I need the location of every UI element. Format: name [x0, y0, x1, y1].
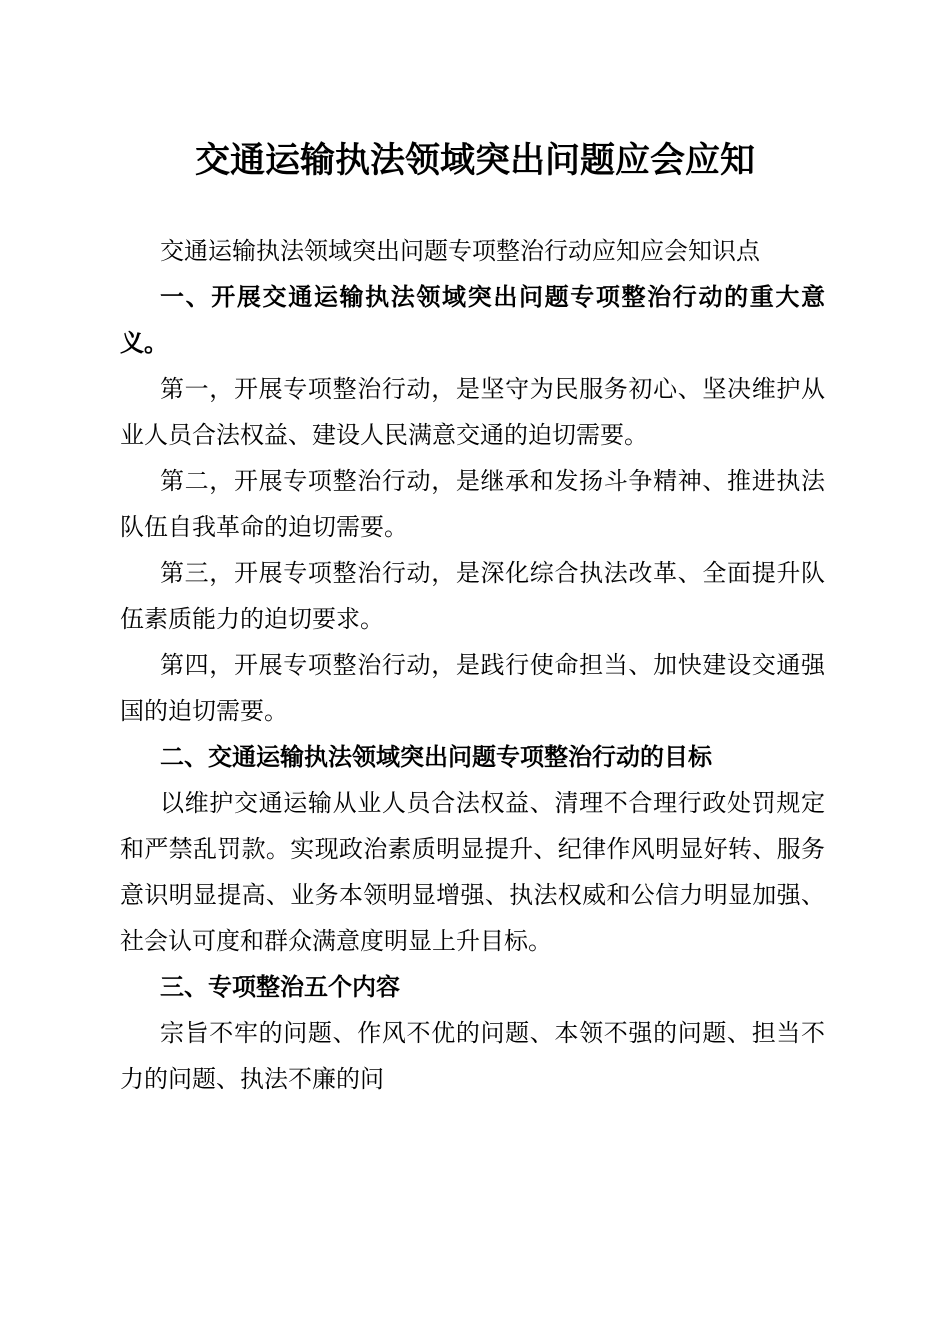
- body-paragraph: 第三，开展专项整治行动，是深化综合执法改革、全面提升队伍素质能力的迫切要求。: [120, 559, 825, 633]
- body-paragraph: 以维护交通运输从业人员合法权益、清理不合理行政处罚规定和严禁乱罚款。实现政治素质明显提升、纪律作风明显好转、服务意识明显提高、业务本领明显增强、执法权威和公信力明显加强、社会认可度和群众满意度明显上升目标。: [120, 789, 825, 955]
- section-heading-1: 一、开展交通运输执法领域突出问题专项整治行动的重大意义。: [120, 283, 825, 357]
- section-heading-3: 三、专项整治五个内容: [160, 973, 400, 1001]
- body-paragraph: 第四，开展专项整治行动，是践行使命担当、加快建设交通强国的迫切需要。: [120, 651, 825, 725]
- body-paragraph: 宗旨不牢的问题、作风不优的问题、本领不强的问题、担当不力的问题、执法不廉的问: [120, 1019, 825, 1093]
- body-paragraph: 第二，开展专项整治行动，是继承和发扬斗争精神、推进执法队伍自我革命的迫切需要。: [120, 467, 825, 541]
- document-body: [120, 228, 825, 1102]
- intro-paragraph: 交通运输执法领域突出问题专项整治行动应知应会知识点: [160, 237, 760, 265]
- section-heading-2: 二、交通运输执法领域突出问题专项整治行动的目标: [160, 743, 712, 771]
- document-title: 交通运输执法领域突出问题应会应知: [194, 140, 755, 181]
- body-paragraph: 第一，开展专项整治行动，是坚守为民服务初心、坚决维护从业人员合法权益、建设人民满意交通的迫切需要。: [120, 375, 825, 449]
